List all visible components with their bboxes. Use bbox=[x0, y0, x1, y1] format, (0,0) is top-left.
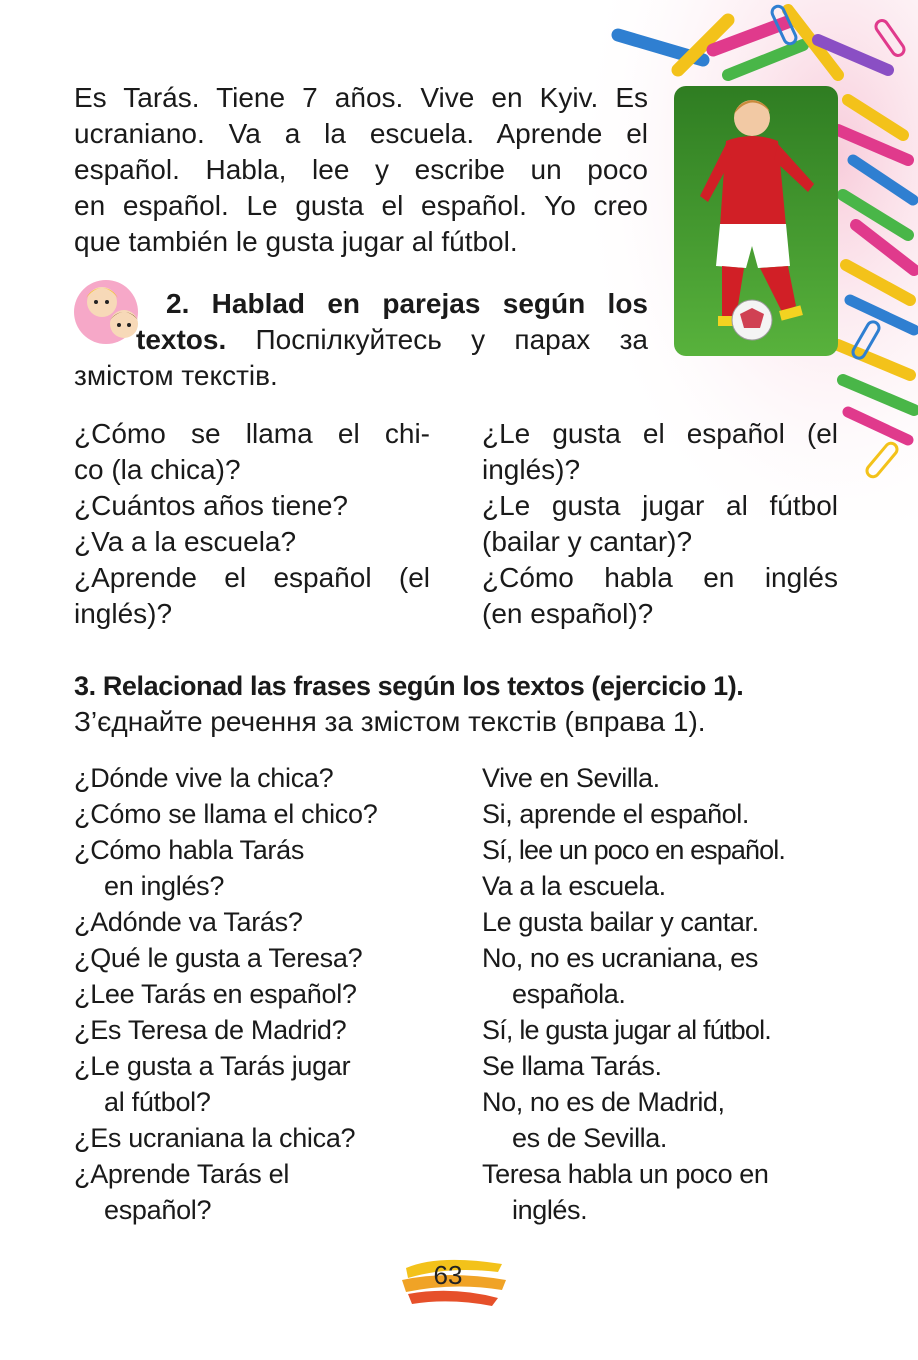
match-question: ¿Qué le gusta a Teresa? bbox=[74, 943, 363, 973]
match-answer: Sí, lee un poco en español. bbox=[482, 835, 785, 865]
exercise3-subheading: З’єднайте речення за змістом текстів (вправа 1). bbox=[74, 706, 706, 737]
match-question: ¿Cómo habla Tarás bbox=[74, 835, 305, 865]
question-line: (en español)? bbox=[482, 598, 654, 629]
exercise2-right-column bbox=[482, 416, 838, 632]
question-line: (bailar y cantar)? bbox=[482, 526, 693, 557]
match-answer: inglés. bbox=[512, 1195, 588, 1225]
match-answer: es de Sevilla. bbox=[512, 1123, 667, 1153]
intro-line: español. Habla, lee y escribe un poco bbox=[74, 154, 648, 185]
question-line: ¿Va a la escuela? bbox=[74, 526, 297, 557]
page-number-area bbox=[398, 1246, 510, 1316]
match-answer: No, no es de Madrid, bbox=[482, 1087, 725, 1117]
match-question: ¿Aprende Tarás el bbox=[74, 1159, 290, 1189]
match-question: al fútbol? bbox=[104, 1087, 211, 1117]
match-answer: No, no es ucraniana, es bbox=[482, 943, 758, 973]
match-answer: Le gusta bailar y cantar. bbox=[482, 907, 759, 937]
page-number: 63 bbox=[433, 1260, 463, 1290]
exercise2-heading-bold: textos. bbox=[136, 324, 227, 355]
intro-line: ucraniano. Va a la escuela. Aprende el bbox=[74, 118, 648, 149]
question-line: ¿Cómo habla en inglés bbox=[482, 562, 838, 593]
question-line: ¿Aprende el español (el bbox=[74, 562, 430, 593]
intro-line: que también le gusta jugar al fútbol. bbox=[74, 226, 518, 257]
exercise2-left-column bbox=[74, 416, 430, 632]
exercise2-heading bbox=[74, 286, 648, 394]
question-line: inglés)? bbox=[74, 598, 173, 629]
intro-line: Es Tarás. Tiene 7 años. Vive en Kyiv. Es bbox=[74, 82, 648, 113]
match-question: español? bbox=[104, 1195, 212, 1225]
intro-paragraph bbox=[74, 80, 648, 260]
match-question: ¿Cómo se llama el chico? bbox=[74, 799, 378, 829]
football-boy-photo bbox=[674, 86, 838, 356]
question-line: co (la chica)? bbox=[74, 454, 241, 485]
match-answer: Va a la escuela. bbox=[482, 871, 666, 901]
match-answer: española. bbox=[512, 979, 626, 1009]
exercise3-heading: 3. Relacionad las frases según los textos (ejercicio 1). bbox=[74, 671, 744, 701]
exercise3-questions bbox=[74, 760, 474, 1228]
exercise3-answers bbox=[482, 760, 902, 1228]
match-answer: Si, aprende el español. bbox=[482, 799, 749, 829]
match-answer: Se llama Tarás. bbox=[482, 1051, 662, 1081]
match-question: ¿Lee Tarás en español? bbox=[74, 979, 357, 1009]
question-line: ¿Le gusta jugar al fútbol bbox=[482, 490, 838, 521]
match-question: ¿Le gusta a Tarás jugar bbox=[74, 1051, 351, 1081]
question-line: ¿Le gusta el español (el bbox=[482, 418, 838, 449]
question-line: ¿Cuántos años tiene? bbox=[74, 490, 348, 521]
match-question: en inglés? bbox=[104, 871, 225, 901]
match-question: ¿Es Teresa de Madrid? bbox=[74, 1015, 347, 1045]
match-question: ¿Adónde va Tarás? bbox=[74, 907, 303, 937]
question-line: ¿Cómo se llama el chi- bbox=[74, 418, 430, 449]
exercise2-heading-rest: Поспілкуйтесь у парах за bbox=[226, 324, 648, 355]
intro-line: en español. Le gusta el español. Yo creo bbox=[74, 190, 648, 221]
exercise2-heading-line2 bbox=[74, 322, 648, 358]
question-line: inglés)? bbox=[482, 454, 581, 485]
match-answer: Vive en Sevilla. bbox=[482, 763, 660, 793]
match-answer: Sí, le gusta jugar al fútbol. bbox=[482, 1015, 771, 1045]
exercise2-heading-line3: змістом текстів. bbox=[74, 360, 278, 391]
exercise2-heading-line1: 2. Hablad en parejas según los bbox=[166, 288, 648, 319]
match-question: ¿Es ucraniana la chica? bbox=[74, 1123, 356, 1153]
match-answer: Teresa habla un poco en bbox=[482, 1159, 769, 1189]
match-question: ¿Dónde vive la chica? bbox=[74, 763, 334, 793]
